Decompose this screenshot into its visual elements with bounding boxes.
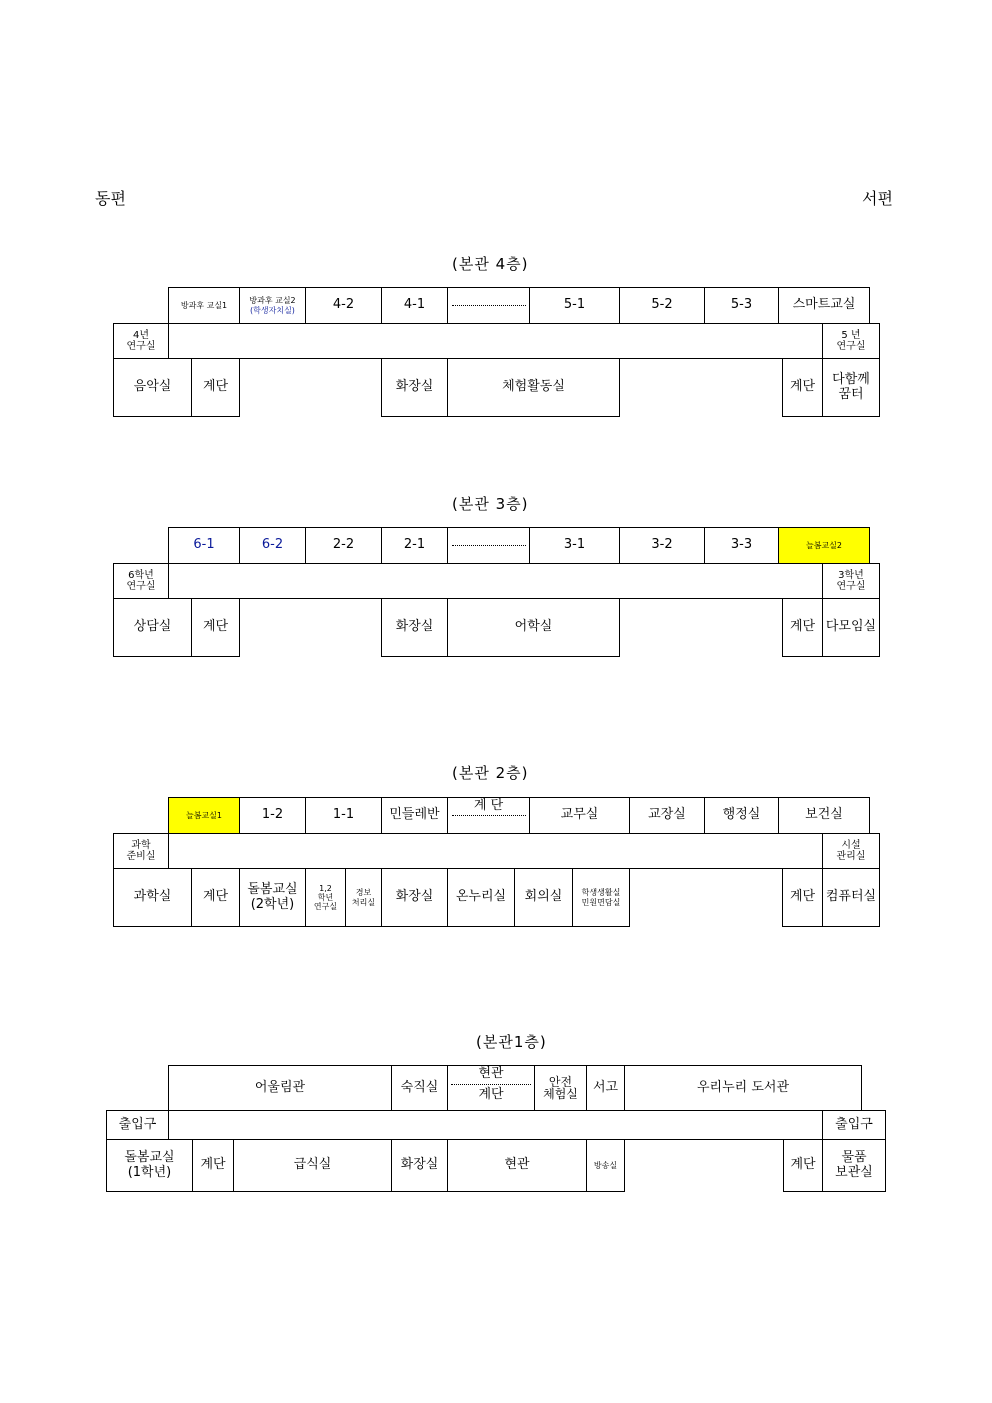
stairs-east: 계단 xyxy=(191,868,240,927)
room-eoullim-hall: 어울림관 xyxy=(168,1065,392,1111)
room-facility-mgmt: 시설 관리실 xyxy=(822,833,880,869)
room-counseling: 상담실 xyxy=(113,598,192,657)
room-student-council: (학생자치실) xyxy=(250,305,295,315)
room-2-1: 2-1 xyxy=(381,527,448,564)
room-health: 보건실 xyxy=(778,797,870,834)
room-restroom: 화장실 xyxy=(381,598,448,657)
corridor-line xyxy=(168,1110,823,1111)
west-side-label: 서편 xyxy=(862,189,893,208)
corridor-line xyxy=(624,1139,784,1140)
room-storage: 물품 보관실 xyxy=(822,1139,886,1192)
corridor-line xyxy=(239,598,382,599)
room-3-1: 3-1 xyxy=(529,527,620,564)
room-6-2: 6-2 xyxy=(239,527,306,564)
stairs-west: 계단 xyxy=(782,358,823,417)
room-care-2nd-grade: 돌봄교실 (2학년) xyxy=(239,868,306,927)
room-teachers-office: 교무실 xyxy=(529,797,630,834)
room-library: 우리누리 도서관 xyxy=(624,1065,862,1111)
corridor-line xyxy=(168,563,823,564)
room-care-1st-grade: 돌봄교실 (1학년) xyxy=(106,1139,193,1192)
room-activity: 체험활동실 xyxy=(447,358,620,417)
entrance-stairs xyxy=(447,1065,535,1111)
room-alarm: 경보 처리실 xyxy=(345,868,382,927)
room-afterschool-2-label: 방과후 교실2 xyxy=(249,296,296,306)
room-cafeteria: 급식실 xyxy=(233,1139,392,1192)
room-administration: 행정실 xyxy=(704,797,779,834)
room-5-2: 5-2 xyxy=(619,287,705,324)
stairs-west: 계단 xyxy=(782,598,823,657)
room-science: 과학실 xyxy=(113,868,192,927)
room-principal: 교장실 xyxy=(629,797,705,834)
room-afterschool-2 xyxy=(239,287,306,324)
room-computer: 컴퓨터실 xyxy=(822,868,880,927)
room-3rd-grade-research: 3학년 연구실 xyxy=(822,563,880,599)
stairs-west: 계단 xyxy=(782,868,823,927)
stairs-west: 계단 xyxy=(783,1139,823,1192)
room-together-space: 다함께 꿈터 xyxy=(822,358,880,417)
entrance-east: 출입구 xyxy=(106,1110,169,1140)
dotted-divider xyxy=(452,815,526,816)
corridor-line xyxy=(619,358,783,359)
stairs-center: 계 단 xyxy=(447,797,530,834)
floor4-title: (본관 4층) xyxy=(452,255,529,273)
room-neulbom-2: 늘봄교실2 xyxy=(778,527,870,564)
corridor-line xyxy=(239,358,382,359)
room-broadcast: 방송실 xyxy=(586,1139,625,1192)
main-entrance: 현관 xyxy=(447,1139,587,1192)
room-dandelion: 민들레반 xyxy=(381,797,448,834)
room-afterschool-1: 방과후 교실1 xyxy=(168,287,240,324)
dotted-divider xyxy=(452,545,526,546)
east-side-label: 동편 xyxy=(95,189,126,208)
room-1-2: 1-2 xyxy=(239,797,306,834)
room-archive: 서고 xyxy=(586,1065,625,1111)
room-smart-class: 스마트교실 xyxy=(778,287,870,324)
entrance-label: 현관 xyxy=(478,1066,504,1081)
room-6th-grade-research: 6학년 연구실 xyxy=(113,563,169,599)
entrance-west: 출입구 xyxy=(822,1110,886,1140)
room-5th-grade-research: 5 년 연구실 xyxy=(822,323,880,359)
room-science-prep: 과학 준비실 xyxy=(113,833,169,869)
room-3-2: 3-2 xyxy=(619,527,705,564)
room-meeting: 회의실 xyxy=(514,868,573,927)
floor1-title: (본관1층) xyxy=(476,1033,547,1051)
room-night-duty: 숙직실 xyxy=(391,1065,448,1111)
room-neulbom-1: 늘봄교실1 xyxy=(168,797,240,834)
room-grade12-research: 1,2 학년 연구실 xyxy=(305,868,346,927)
room-language-lab: 어학실 xyxy=(447,598,620,657)
corridor-line xyxy=(168,833,823,834)
corridor-line xyxy=(629,868,783,869)
room-4th-grade-research: 4년 연구실 xyxy=(113,323,169,359)
dotted-divider xyxy=(452,305,526,306)
room-4-2: 4-2 xyxy=(305,287,382,324)
room-restroom: 화장실 xyxy=(381,358,448,417)
corridor-line xyxy=(619,598,783,599)
room-restroom: 화장실 xyxy=(381,868,448,927)
room-4-1: 4-1 xyxy=(381,287,448,324)
stairs-east: 계단 xyxy=(191,598,240,657)
stairs-east: 계단 xyxy=(192,1139,234,1192)
room-onnuri: 온누리실 xyxy=(447,868,515,927)
room-student-life: 학생생활실 민원면담실 xyxy=(572,868,630,927)
room-music: 음악실 xyxy=(113,358,192,417)
corridor-line xyxy=(168,323,823,324)
floor3-title: (본관 3층) xyxy=(452,495,529,513)
room-1-1: 1-1 xyxy=(305,797,382,834)
room-damoim: 다모임실 xyxy=(822,598,880,657)
room-2-2: 2-2 xyxy=(305,527,382,564)
room-5-1: 5-1 xyxy=(529,287,620,324)
room-6-1: 6-1 xyxy=(168,527,240,564)
dotted-divider xyxy=(451,1084,531,1085)
room-restroom: 화장실 xyxy=(391,1139,448,1192)
room-3-3: 3-3 xyxy=(704,527,779,564)
room-safety-experience: 안전 체험실 xyxy=(534,1065,587,1111)
stairs-east: 계단 xyxy=(191,358,240,417)
room-5-3: 5-3 xyxy=(704,287,779,324)
stairs-label: 계단 xyxy=(478,1086,504,1102)
floor2-title: (본관 2층) xyxy=(452,764,529,782)
